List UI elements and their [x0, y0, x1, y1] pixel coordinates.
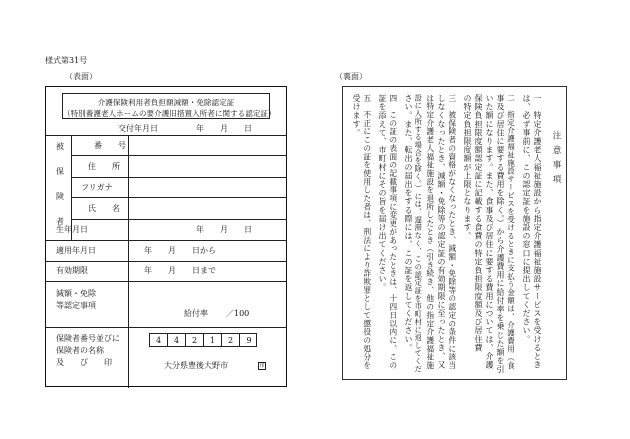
insurer-digit: 1 [204, 334, 222, 346]
title-line-2: （特別養護老人ホームの要介護旧措置入所者に関する認定証） [63, 109, 276, 118]
notes-column: 三 被保険者の資格がなくなったとき、減額・免除等の認定の条件に該当 [447, 94, 457, 370]
insurer-name: 大分県豊後大野市 [164, 361, 228, 370]
notes-column: 受けます。 [352, 94, 361, 137]
apply-value: 年 月 日から [144, 246, 216, 255]
notes-column: 五 不正にこの証を使用した者は、刑法により詐欺罪として懲役の処分を [362, 94, 372, 370]
front-label: （表面） [65, 72, 97, 81]
notes-column: 二 指定介護福祉施設サービスを受けるときに支払う金額は、介護費用（食 [506, 94, 516, 370]
issue-date-label: 交付年月日 [118, 124, 158, 133]
notes-column: さい。また、転出の届出をする際には、この証を返してください。 [404, 94, 413, 352]
insurer-digit: 4 [168, 334, 186, 346]
notes-column: 事及び居住に要する費用を除く。）から介護費用に給付率を乗じた額を引 [496, 94, 505, 374]
insurer-label-2: 保険者の名称 [56, 346, 104, 355]
insurer-label-3: 及 び 印 [56, 358, 112, 367]
insurer-digit: 2 [186, 334, 204, 346]
reduction-label-2: 等認定事項 [56, 301, 96, 310]
front-form [45, 86, 287, 387]
birth-value: 年 月 日 [196, 225, 252, 234]
notes-column: 証を添えて、市町村にその旨を届け出てください。 [378, 94, 387, 292]
name-label: 氏 名 [88, 204, 120, 213]
insurer-number-boxes [149, 333, 257, 347]
furigana-label: フリガナ [81, 183, 113, 192]
title-box [62, 93, 276, 119]
title-line-1: 介護保険利用者負担額減額・免除認定証 [97, 98, 235, 107]
notes-column: 四 この証の表面の記載事項に変更があったときは、十四日以内に、この [388, 94, 398, 370]
notes-column: は、必ず事前に、この認定証を施設の窓口に提出してください。 [522, 94, 531, 344]
back-notes [342, 86, 567, 380]
notes-column: 設に入所する場合を除く。）には、遅滞なく、この認定証を市町村に返してくだ [414, 94, 424, 373]
notes-heading: 注意事項 [551, 131, 561, 189]
validity-value: 年 月 日まで [144, 266, 216, 275]
notes-column: は特定介護老人福祉施設を退所したとき（引き続き、他の指定介護福祉施 [425, 94, 435, 370]
validity-label: 有効期限 [56, 266, 88, 275]
insured-label-4: 者 [56, 217, 64, 226]
form-number: 様式第31号 [45, 56, 88, 65]
benefit-rate-value: ／100 [226, 309, 250, 318]
number-label: 番 号 [94, 141, 126, 150]
address-label: 住 所 [88, 162, 120, 171]
notes-column: しなくなったとき、減額・免除等の認定証の有効期限に至ったとき、又 [437, 94, 446, 370]
notes-column: 保険負担限度額認定証に記載する食費の特定負担限度額及び居住費 [474, 94, 483, 352]
insurer-seal: 印 [259, 363, 265, 369]
insurer-digit: 9 [246, 336, 252, 345]
reduction-label-1: 減額・免除 [56, 289, 96, 298]
notes-column: 一 特定介護老人福祉施設から指定介護福祉施設サービスを受けるとき [533, 94, 542, 370]
insured-label-3: 険 [56, 192, 64, 201]
notes-column: いた額になります。また、食事及び居住に要する費用については、介護 [485, 94, 494, 370]
insured-label-1: 被 [56, 142, 64, 151]
notes-column: の特定負担限度額が上限となります。 [463, 94, 472, 241]
issue-date-value: 年 月 日 [196, 124, 252, 133]
insured-label-2: 保 [56, 167, 64, 176]
apply-label: 適用年月日 [56, 246, 96, 255]
insurer-label-1: 保険者番号並びに [56, 334, 120, 343]
birth-label: 生年月日 [56, 225, 88, 234]
back-label: （裏面） [335, 72, 367, 81]
benefit-rate-label: 給付率 [184, 309, 208, 318]
insurer-digit: 4 [150, 334, 168, 346]
insurer-digit: 2 [222, 334, 240, 346]
